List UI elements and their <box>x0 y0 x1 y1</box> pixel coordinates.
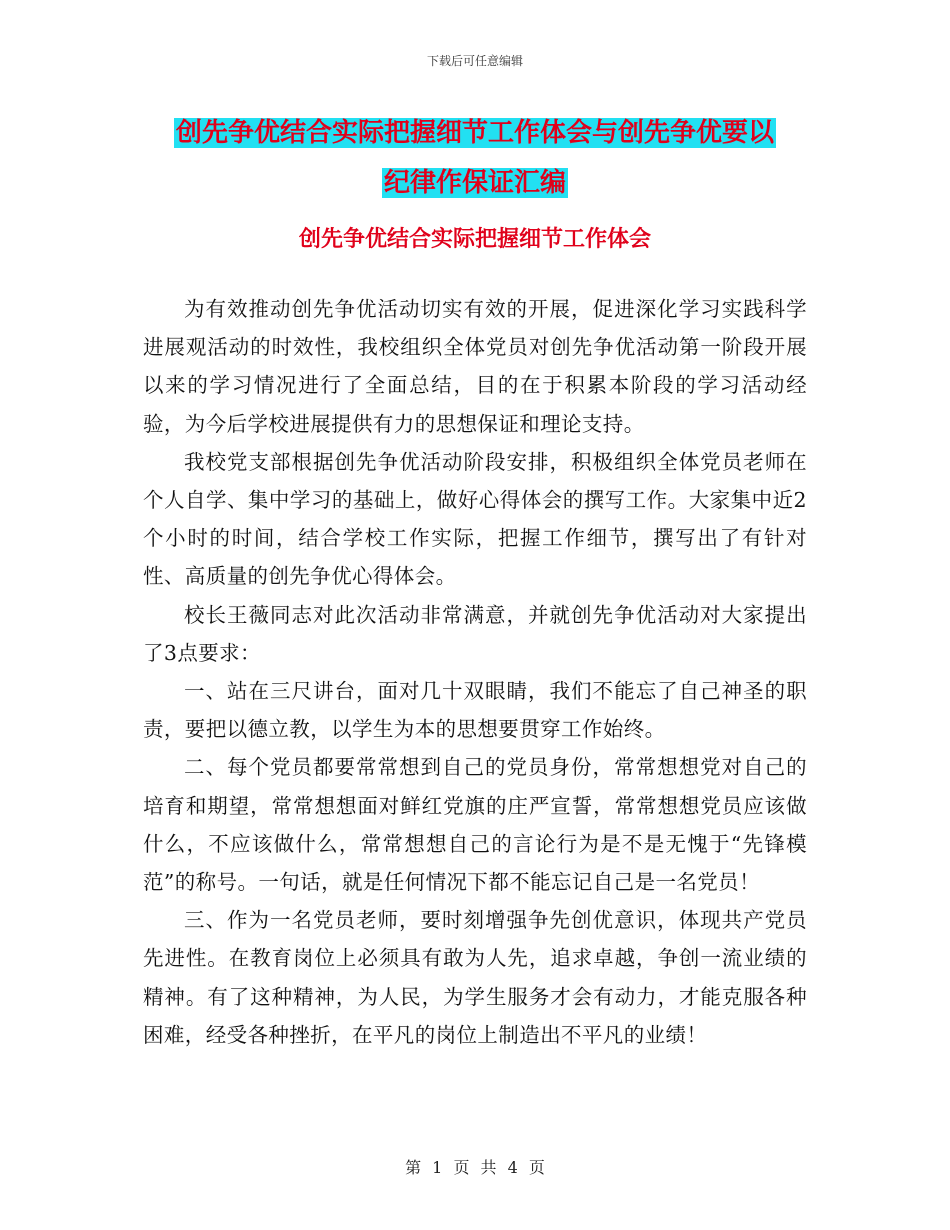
paragraph: 二、每个党员都要常常想到自己的党员身份，常常想想党对自己的培育和期望，常常想想面对鲜红党旗的庄严宣誓，常常想想党员应该做什么，不应该做什么，常常想想自己的言论行为是不是无愧于“先锋模范”的称号。一句话，就是任何情况下都不能忘记自己是一名党员！ <box>143 755 807 895</box>
header-note: 下载后可任意编辑 <box>426 54 523 68</box>
paragraph: 一、站在三尺讲台，面对几十双眼睛，我们不能忘了自己神圣的职责，要把以德立教，以学生为本的思想要贯穿工作始终。 <box>143 679 807 742</box>
paragraph: 我校党支部根据创先争优活动阶段安排，积极组织全体党员老师在个人自学、集中学习的基础上，做好心得体会的撰写工作。大家集中近2个小时的时间，结合学校工作实际，把握工作细节，撰写出了有针对性、高质量的创先争优心得体会。 <box>143 449 807 589</box>
body-text <box>143 290 807 1054</box>
main-title-line1: 创先争优结合实际把握细节工作体会与创先争优要以 <box>175 118 774 148</box>
page-number: 第 1 页 共 4 页 <box>405 1158 545 1177</box>
paragraph: 为有效推动创先争优活动切实有效的开展，促进深化学习实践科学进展观活动的时效性，我校组织全体党员对创先争优活动第一阶段开展以来的学习情况进行了全面总结，目的在于积累本阶段的学习活动经验，为今后学校进展提供有力的思想保证和理论支持。 <box>143 297 807 436</box>
main-title <box>145 108 805 208</box>
paragraph: 校长王薇同志对此次活动非常满意，并就创先争优活动对大家提出了3点要求： <box>143 602 807 665</box>
main-title-line2: 纪律作保证汇编 <box>383 168 566 198</box>
paragraph: 三、作为一名党员老师，要时刻增强争先创优意识，体现共产党员先进性。在教育岗位上必须具有敢为人先，追求卓越，争创一流业绩的精神。有了这种精神，为人民，为学生服务才会有动力，才能克服各种困难，经受各种挫折，在平凡的岗位上制造出不平凡的业绩！ <box>143 908 807 1047</box>
section-title: 创先争优结合实际把握细节工作体会 <box>298 226 651 252</box>
